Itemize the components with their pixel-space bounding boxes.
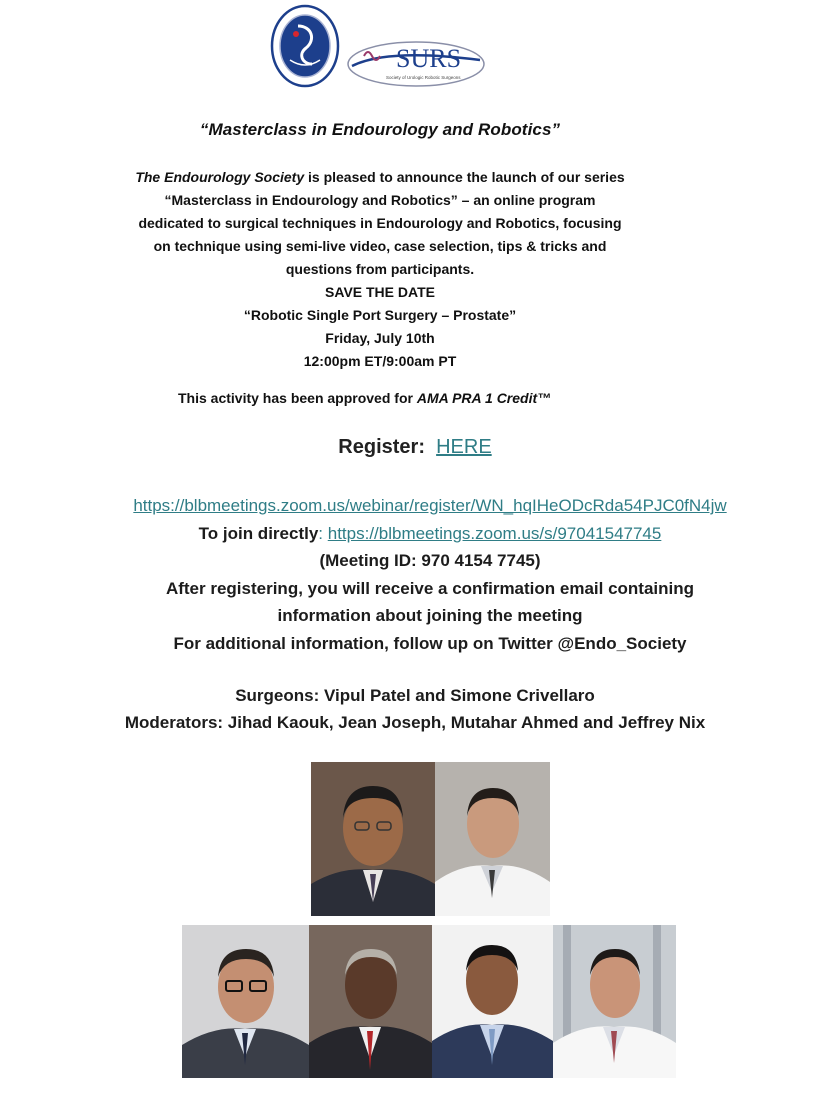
announcement-line-2: “Masterclass in Endourology and Robotics” – an online program xyxy=(164,192,596,208)
after-register-line-2: information about joining the meeting xyxy=(277,606,583,625)
session-time: 12:00pm ET/9:00am PT xyxy=(303,353,457,369)
announcement-line-5: questions from participants. xyxy=(285,261,475,277)
meeting-info xyxy=(10,492,830,657)
surgeons-line: Surgeons: Vipul Patel and Simone Crivellaro xyxy=(235,686,595,705)
surs-logo xyxy=(348,42,484,86)
register-url-line xyxy=(10,492,830,520)
announcement-line-1-rest: is pleased to announce the launch of our series xyxy=(304,169,625,185)
credit-name: AMA PRA 1 Credit™ xyxy=(416,390,552,406)
register-label: Register: xyxy=(338,436,437,458)
page-title: “Masterclass in Endourology and Robotics” xyxy=(199,120,561,139)
join-label: To join directly xyxy=(198,523,319,543)
endourological-society-logo xyxy=(272,6,338,86)
approval-text: This activity has been approved for xyxy=(178,390,417,406)
moderator-photo-2 xyxy=(309,925,432,1078)
register-here-link[interactable]: HERE xyxy=(436,436,492,458)
surs-wordmark: SURS xyxy=(396,44,462,73)
moderators-line: Moderators: Jihad Kaouk, Jean Joseph, Mutahar Ahmed and Jeffrey Nix xyxy=(124,713,706,732)
surgeon-photo-2 xyxy=(435,762,550,916)
register-line xyxy=(0,436,830,459)
announcement-line-1 xyxy=(85,166,675,189)
logos-header xyxy=(268,4,488,90)
session-title: “Robotic Single Port Surgery – Prostate” xyxy=(243,307,517,323)
after-register-line-1: After registering, you will receive a confirmation email containing xyxy=(165,578,695,598)
announcement xyxy=(85,166,675,373)
society-logos xyxy=(268,4,488,90)
announcement-line-3: dedicated to surgical techniques in Endourology and Robotics, focusing xyxy=(138,215,622,231)
moderator-photo-1 xyxy=(182,925,309,1078)
join-url-link[interactable]: https://blbmeetings.zoom.us/s/97041547745 xyxy=(327,523,662,543)
meeting-id: (Meeting ID: 970 4154 7745) xyxy=(319,551,541,570)
moderator-photo-4 xyxy=(553,925,676,1078)
register-url-link[interactable]: https://blbmeetings.zoom.us/webinar/register/WN_hqIHeODcRda54PJC0fN4jw xyxy=(133,496,727,515)
save-the-date: SAVE THE DATE xyxy=(325,284,435,300)
credit-approval xyxy=(178,390,678,406)
moderator-photo-3 xyxy=(432,925,553,1078)
surs-subtitle: Society of Urologic Robotic Surgeons xyxy=(386,75,461,80)
join-line xyxy=(10,520,830,548)
announcement-line-4: on technique using semi-live video, case selection, tips & tricks and xyxy=(153,238,607,254)
speakers xyxy=(0,682,830,736)
session-date: Friday, July 10th xyxy=(325,330,435,346)
society-name: The Endourology Society xyxy=(135,169,305,185)
join-separator: : xyxy=(318,523,328,543)
twitter-info: For additional information, follow up on Twitter @Endo_Society xyxy=(173,633,687,653)
surgeon-photo-1 xyxy=(311,762,435,916)
